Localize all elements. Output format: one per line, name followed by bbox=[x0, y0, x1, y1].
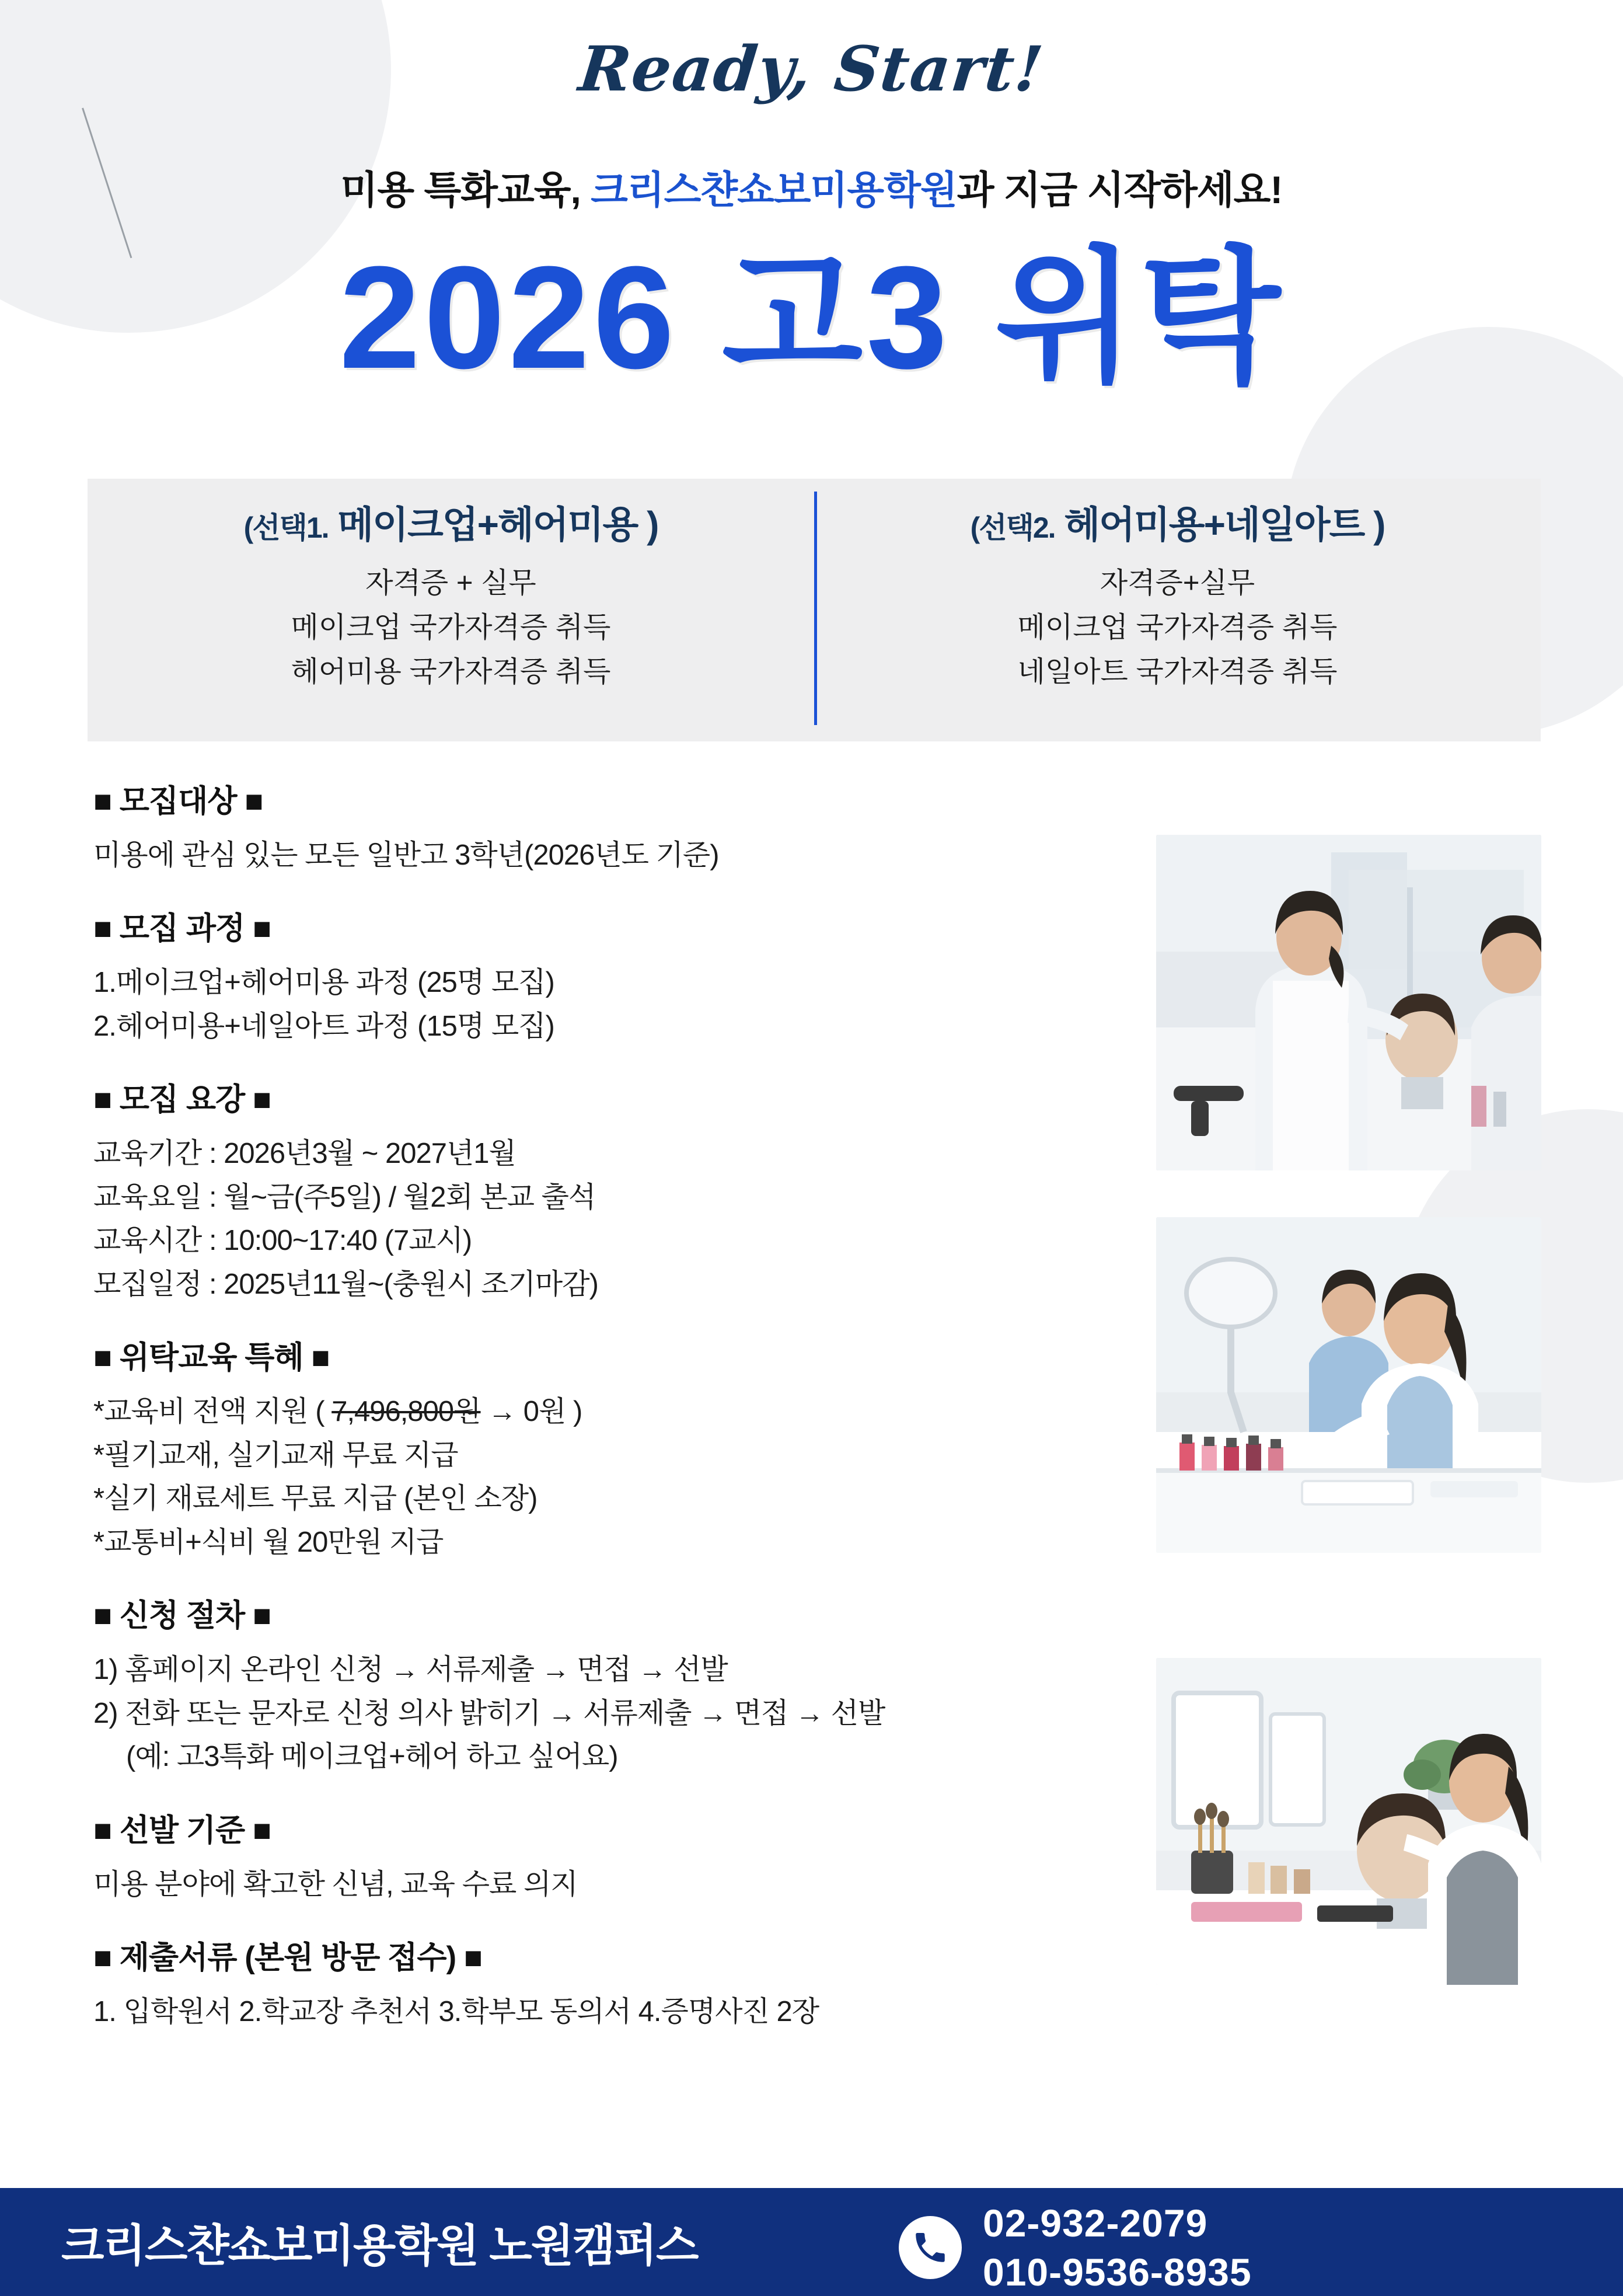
photo-makeup-class-graphic bbox=[1156, 1658, 1541, 1985]
section-benefits-line-1: *필기교재, 실기교재 무료 지급 bbox=[93, 1439, 458, 1471]
section-recruit-target-line-1: 미용에 관심 있는 모든 일반고 3학년(2026년도 기준) bbox=[93, 839, 719, 871]
course-option-2 bbox=[814, 479, 1541, 741]
course-option-1-line-2: 메이크업 국가자격증 취득 bbox=[291, 611, 611, 643]
section-guidelines-line-1: 교육기간 : 2026년3월 ~ 2027년1월 bbox=[93, 1138, 516, 1170]
course-option-2-title bbox=[814, 495, 1541, 549]
photo-hair-class-graphic bbox=[1156, 835, 1541, 1170]
fee-prefix: *교육비 전액 지원 ( bbox=[93, 1396, 332, 1428]
section-application-process-line-2: 2) 전화 또는 문자로 신청 의사 밝히기 → 서류제출 → 면접 → 선발 bbox=[93, 1697, 885, 1729]
course-option-1-title-small: (선택1. bbox=[243, 511, 329, 544]
section-recruit-target-heading: ■ 모집대상 ■ bbox=[93, 784, 263, 818]
fee-suffix: → 0원 ) bbox=[480, 1396, 582, 1428]
section-guidelines-line-4: 모집일정 : 2025년11월~(충원시 조기마감) bbox=[93, 1268, 598, 1300]
course-option-1 bbox=[88, 479, 814, 741]
footer-phone-1[interactable]: 02-932-2079 bbox=[983, 2201, 1208, 2245]
course-option-2-line-1: 자격증+실무 bbox=[1100, 567, 1255, 599]
footer-phone-2[interactable]: 010-9536-8935 bbox=[983, 2250, 1252, 2294]
section-selection-criteria-line-1: 미용 분야에 확고한 신념, 교육 수료 의지 bbox=[93, 1868, 578, 1900]
section-courses-line-2: 2.헤어미용+네일아트 과정 (15명 모집) bbox=[93, 1010, 554, 1042]
section-guidelines-line-2: 교육요일 : 월~금(주5일) / 월2회 본교 출석 bbox=[93, 1181, 596, 1213]
section-application-process-heading: ■ 신청 절차 ■ bbox=[93, 1598, 271, 1633]
footer-campus-name: 크리스챤쇼보미용학원 노원캠퍼스 bbox=[61, 2221, 698, 2271]
course-options-band bbox=[88, 479, 1541, 741]
section-application-process-note: (예: 고3특화 메이크업+헤어 하고 싶어요) bbox=[126, 1741, 618, 1773]
section-benefits-line-3: *교통비+식비 월 20만원 지급 bbox=[93, 1526, 444, 1558]
section-documents-heading: ■ 제출서류 (본원 방문 접수) ■ bbox=[93, 1940, 482, 1976]
course-option-2-title-small: (선택2. bbox=[970, 511, 1055, 544]
photo-makeup-class bbox=[1156, 1658, 1541, 1985]
phone-icon bbox=[899, 2216, 962, 2279]
section-application-process-line-1: 1) 홈페이지 온라인 신청 → 서류제출 → 면접 → 선발 bbox=[93, 1654, 728, 1686]
section-courses bbox=[93, 904, 1086, 1048]
sub-headline-suffix: 과 지금 시작하세요! bbox=[957, 168, 1283, 211]
section-guidelines-heading: ■ 모집 요강 ■ bbox=[93, 1082, 271, 1117]
section-benefits-heading: ■ 위탁교육 특혜 ■ bbox=[93, 1340, 330, 1375]
section-selection-criteria-heading: ■ 선발 기준 ■ bbox=[93, 1813, 271, 1848]
course-option-1-details bbox=[88, 562, 814, 695]
section-recruit-target bbox=[93, 776, 1086, 877]
course-option-2-title-main: 헤어미용+네일아트 ) bbox=[1055, 504, 1385, 546]
sub-headline bbox=[0, 159, 1623, 214]
section-benefits bbox=[93, 1333, 1086, 1564]
main-content bbox=[93, 776, 1086, 2061]
phone-icon-glyph bbox=[911, 2228, 950, 2267]
section-courses-line-1: 1.메이크업+헤어미용 과정 (25명 모집) bbox=[93, 967, 554, 999]
page-title: 2026 고3 위탁 bbox=[339, 236, 1284, 399]
section-courses-heading: ■ 모집 과정 ■ bbox=[93, 911, 271, 946]
course-option-1-line-1: 자격증 + 실무 bbox=[365, 567, 536, 599]
section-benefits-fee-line bbox=[93, 1390, 1086, 1433]
course-option-2-line-3: 네일아트 국가자격증 취득 bbox=[1017, 656, 1338, 688]
ready-start-headline: Ready, Start! bbox=[575, 32, 1048, 105]
section-documents-line-1: 1. 입학원서 2.학교장 추천서 3.학부모 동의서 4.증명사진 2장 bbox=[93, 1996, 819, 2028]
footer-phone-numbers bbox=[983, 2199, 1252, 2296]
section-benefits-line-2: *실기 재료세트 무료 지급 (본인 소장) bbox=[93, 1483, 537, 1515]
course-option-1-title bbox=[88, 495, 814, 549]
course-option-2-details bbox=[814, 562, 1541, 695]
section-application-process bbox=[93, 1591, 1086, 1778]
photo-nail-class bbox=[1156, 1217, 1541, 1553]
fee-original-amount: 7,496,800원 bbox=[331, 1396, 481, 1428]
footer-bar bbox=[0, 2188, 1623, 2296]
photo-nail-class-graphic bbox=[1156, 1217, 1541, 1553]
section-documents bbox=[93, 1933, 1086, 2033]
course-option-1-line-3: 헤어미용 국가자격증 취득 bbox=[291, 656, 611, 688]
course-option-1-title-main: 메이크업+헤어미용 ) bbox=[328, 504, 658, 546]
section-selection-criteria bbox=[93, 1806, 1086, 1906]
photo-hair-class bbox=[1156, 835, 1541, 1170]
section-guidelines bbox=[93, 1075, 1086, 1306]
sub-headline-prefix: 미용 특화교육, bbox=[340, 168, 591, 211]
course-option-2-line-2: 메이크업 국가자격증 취득 bbox=[1017, 611, 1338, 643]
footer-phone-block bbox=[899, 2199, 1252, 2296]
academy-brand-name: 크리스챤쇼보미용학원 bbox=[591, 168, 957, 211]
section-guidelines-line-3: 교육시간 : 10:00~17:40 (7교시) bbox=[93, 1225, 472, 1257]
